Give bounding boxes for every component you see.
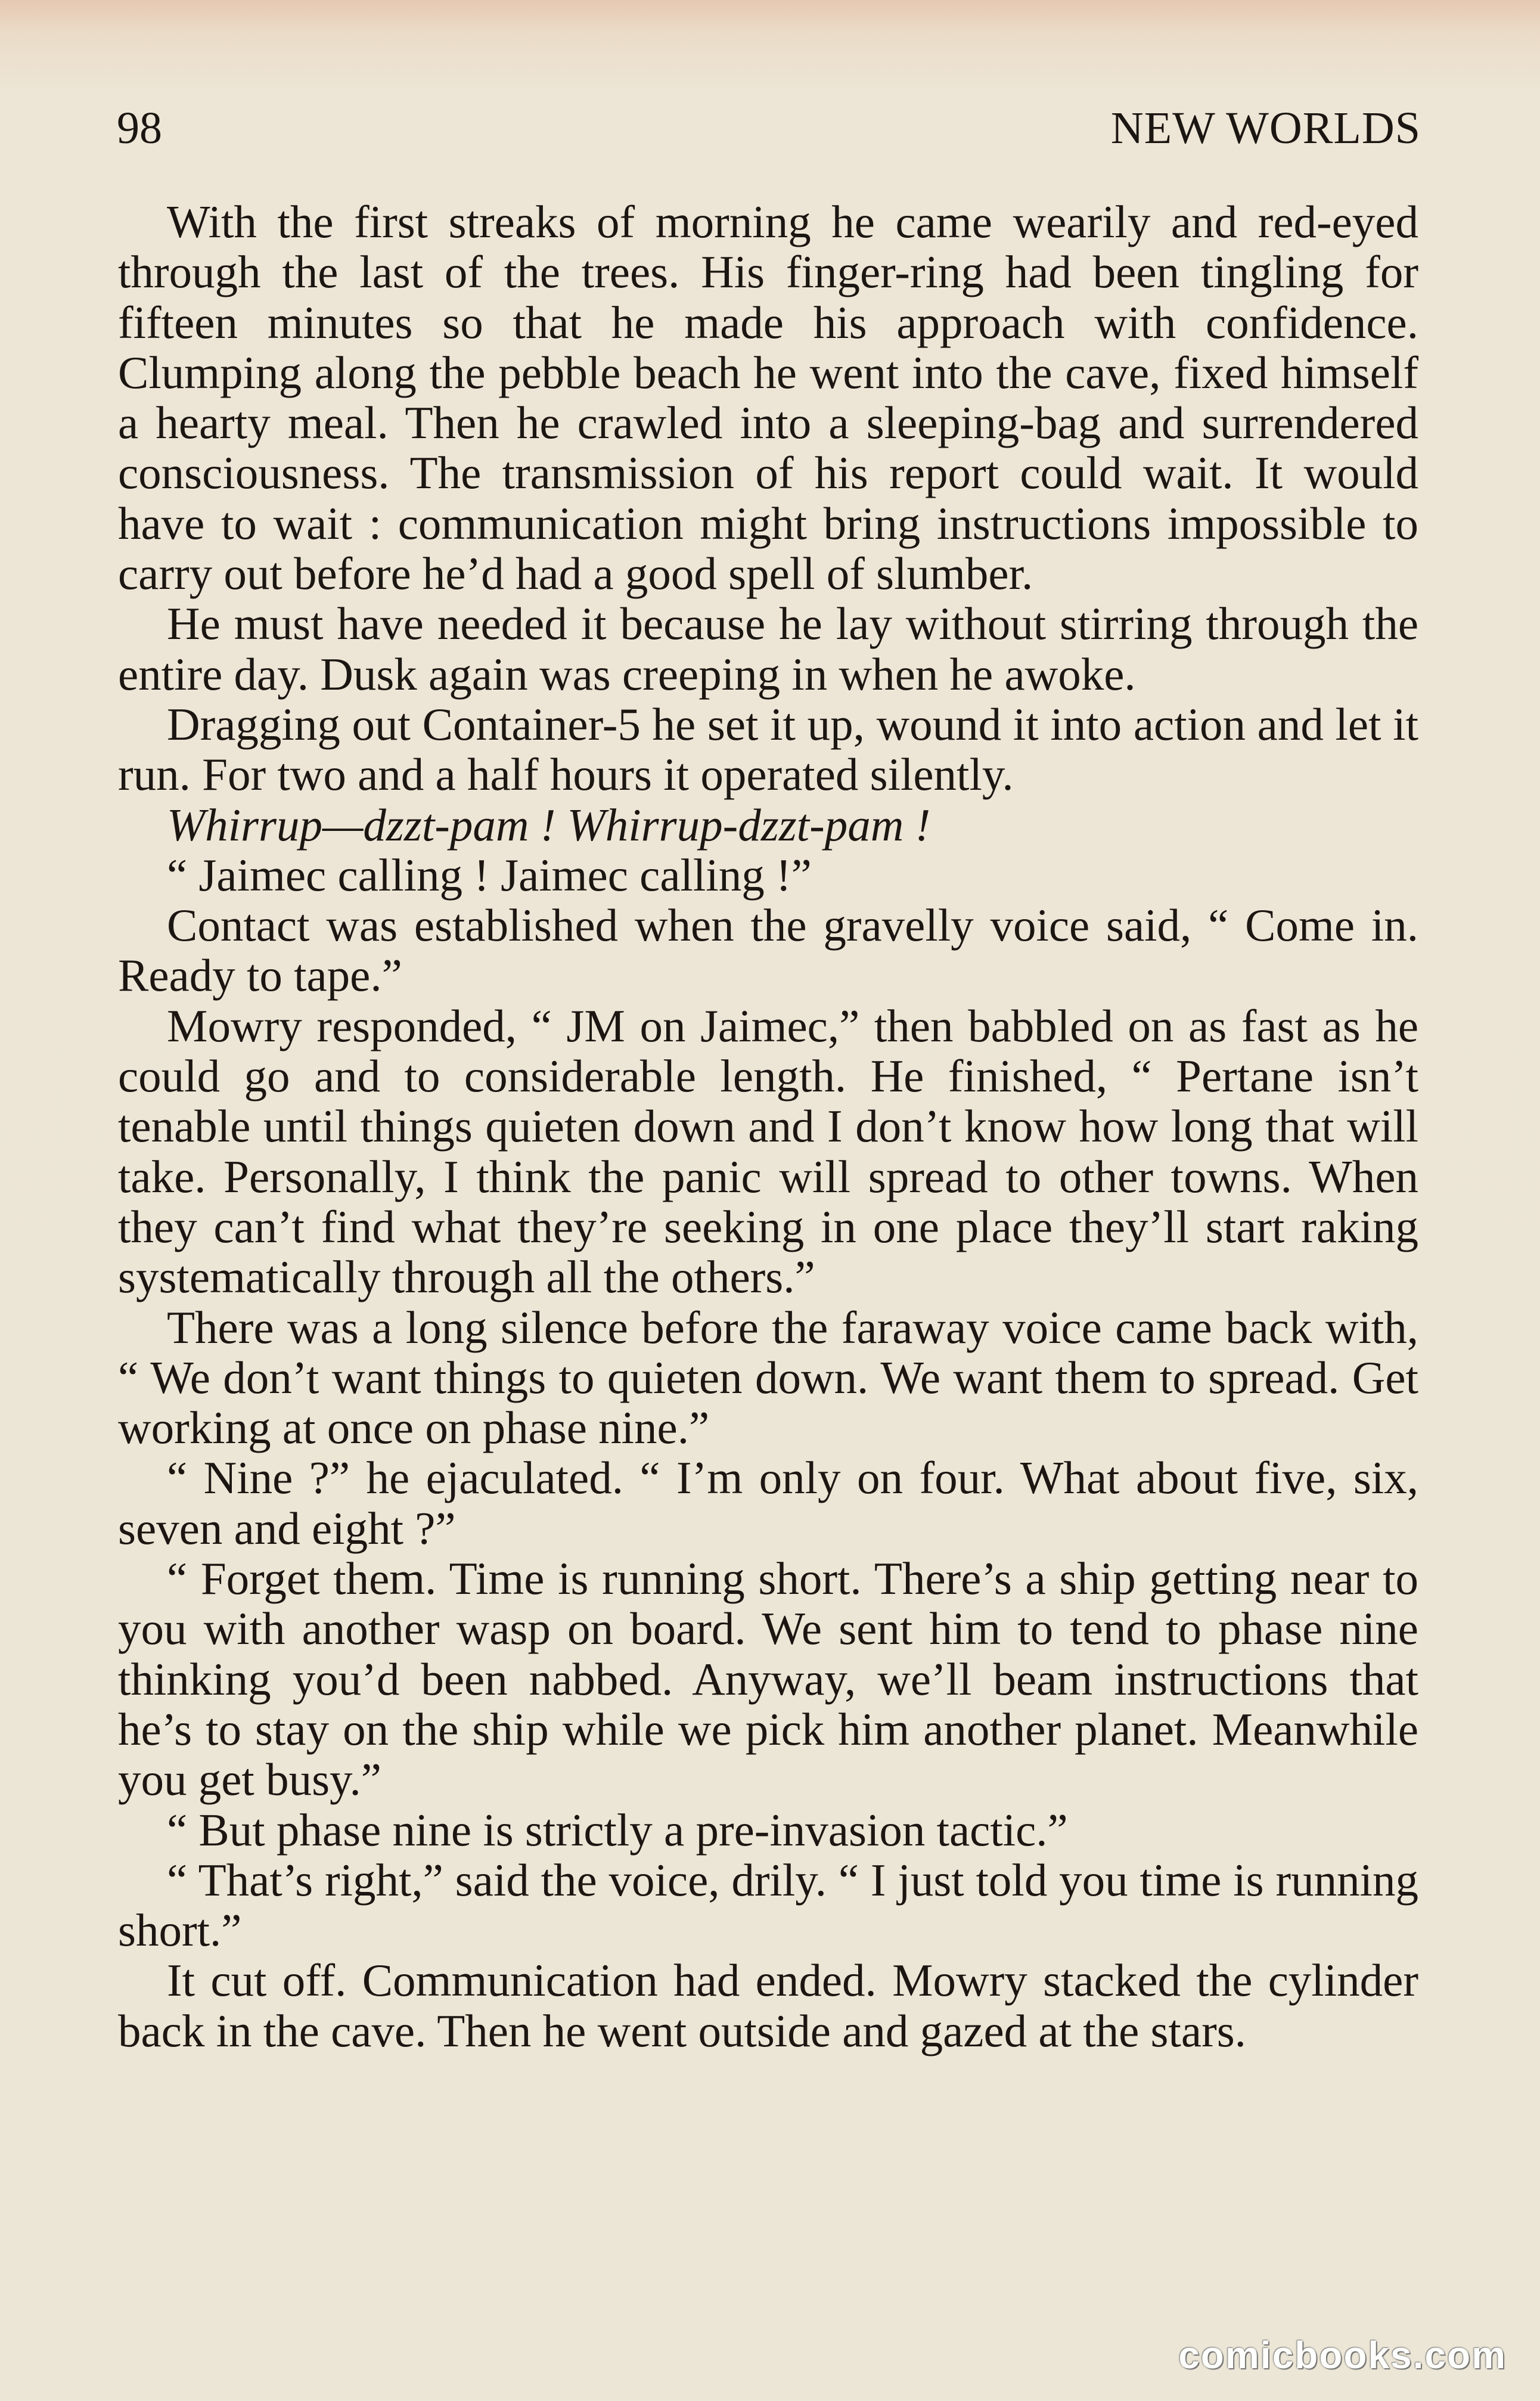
paragraph: Dragging out Container-5 he set it up, wound it into action and let it run. For two and a half hours it operated silently. [118,698,1418,801]
paragraph: “ But phase nine is strictly a pre-invasion tactic.” [167,1804,1068,1856]
paragraph: “ Jaimec calling ! Jaimec calling !” [167,849,812,901]
paragraph: It cut off. Communication had ended. Mowry stacked the cylinder back in the cave. Then he went outside and gazed at the stars. [118,1955,1418,2056]
paragraph: “ That’s right,” said the voice, drily. “ I just told you time is running short.” [118,1854,1418,1956]
watermark-logo: comicbooks.com [1178,2334,1507,2377]
paragraph: Contact was established when the gravelly voice said, “ Come in. Ready to tape.” [118,899,1418,1001]
paragraph: “ Forget them. Time is running short. There’s a ship getting near to you with another wasp on board. We sent him to tend to phase nine thinking you’d been nabbed. Anyway, we’ll beam instructions that he’s to stay on the ship while we pick him another planet. Meanwhile you get busy.” [118,1553,1418,1806]
page-header [117,95,1421,161]
paragraph: Mowry responded, “ JM on Jaimec,” then babbled on as fast as he could go and to considerable length. He finished, “ Pertane isn’t tenable until things quieten down and I don’t know how long that will take. Personally, I think the panic will spread to other towns. When they can’t find what they’re seeking in one place they’ll start raking systematically through all the others.” [118,1000,1418,1303]
body-text [118,197,1418,2056]
paragraph: With the first streaks of morning he came wearily and red-eyed through the last of the trees. His finger-ring had been tingling for fifteen minutes so that he made his approach with confidence. Clumping along the pebble beach he went into the cave, fixed himself a hearty meal. Then he crawled into a sleeping-bag and surrendered consciousness. The transmission of his report could wait. It would have to wait : communication might bring instructions impossible to carry out before he’d had a good spell of slumber. [118,196,1418,600]
paragraph: He must have needed it because he lay without stirring through the entire day. Dusk again was creeping in when he awoke. [118,598,1418,700]
paragraph-sound-effect: Whirrup—dzzt-pam ! Whirrup-dzzt-pam ! [167,799,931,851]
paragraph: There was a long silence before the faraway voice came back with, “ We don’t want things to quieten down. We want them to spread. Get working at once on phase nine.” [118,1301,1418,1454]
paragraph: “ Nine ?” he ejaculated. “ I’m only on four. What about five, six, seven and eight ?” [118,1452,1418,1554]
running-head: NEW WORLDS [1110,103,1421,153]
page-number: 98 [117,103,162,153]
